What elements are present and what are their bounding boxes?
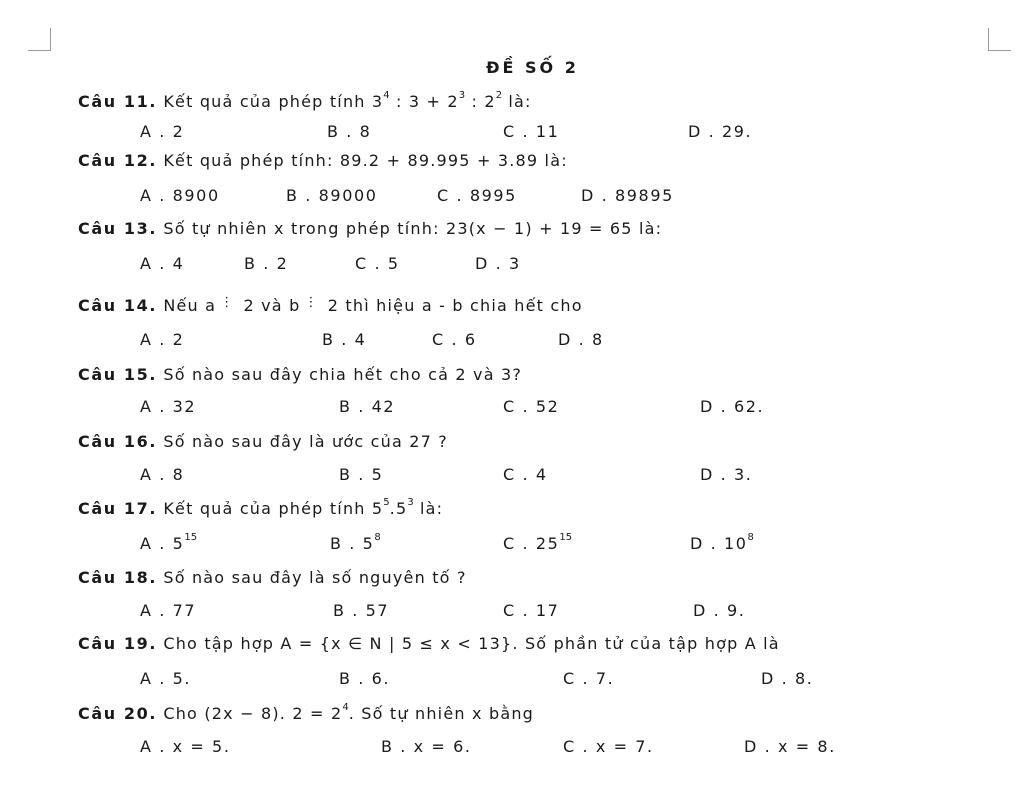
option-text: D . 3.	[700, 465, 753, 484]
option-c[interactable]	[563, 736, 654, 758]
option-a[interactable]	[140, 253, 184, 275]
option-b[interactable]	[333, 600, 389, 622]
option-d[interactable]	[690, 533, 754, 555]
option-text: A . 5.	[140, 669, 192, 688]
option-a[interactable]	[140, 668, 191, 690]
option-d[interactable]	[700, 464, 752, 486]
question-text: Số nào sau đây là ước của 27 ?	[157, 432, 448, 451]
option-c[interactable]	[432, 329, 477, 351]
option-d[interactable]	[700, 396, 764, 418]
option-c[interactable]	[503, 533, 572, 555]
option-text: C . 5	[355, 254, 400, 273]
question-label: Câu 17.	[78, 499, 158, 518]
option-text: B . 8	[327, 122, 372, 141]
option-text: B . 5	[330, 534, 375, 553]
exponent: 2	[495, 90, 503, 101]
question-text: Cho tập hợp A = {x ∈ N | 5 ≤ x < 13}. Số phần tử của tập hợp A là	[157, 634, 780, 653]
question-text: Cho (2x − 8). 2 = 2	[157, 704, 343, 723]
option-text: D . 9.	[693, 601, 746, 620]
question-label: Câu 20.	[78, 704, 158, 723]
question-label: Câu 19.	[78, 634, 158, 653]
question-label: Câu 16.	[78, 432, 158, 451]
exponent: 4	[342, 702, 349, 713]
question-14	[78, 295, 583, 319]
option-a[interactable]	[140, 600, 196, 622]
question-text: Kết quả phép tính: 89.2 + 89.995 + 3.89 là:	[157, 151, 568, 170]
option-c[interactable]	[503, 396, 559, 418]
option-text: C . 25	[503, 534, 560, 553]
option-a[interactable]	[140, 464, 184, 486]
option-text: A . x = 5.	[140, 737, 231, 756]
question-20	[78, 703, 534, 725]
option-b[interactable]	[327, 121, 371, 143]
option-c[interactable]	[503, 600, 559, 622]
option-d[interactable]	[581, 185, 674, 207]
option-text: C . 52	[503, 397, 560, 416]
option-text: A . 32	[140, 397, 197, 416]
question-15	[78, 364, 522, 386]
option-d[interactable]	[761, 668, 813, 690]
option-text: D . 62.	[700, 397, 765, 416]
crop-mark-top-left	[28, 28, 51, 51]
exponent: 3	[407, 497, 414, 508]
question-text: Số nào sau đây là số nguyên tố ?	[157, 568, 467, 587]
option-c[interactable]	[563, 668, 614, 690]
option-text: A . 4	[140, 254, 185, 273]
question-18	[78, 567, 467, 589]
option-c[interactable]	[503, 464, 548, 486]
option-c[interactable]	[355, 253, 400, 275]
option-text: A . 2	[140, 122, 185, 141]
question-text: là:	[413, 499, 444, 518]
option-text: C . x = 7.	[563, 737, 654, 756]
option-text: C . 7.	[563, 669, 615, 688]
option-d[interactable]	[744, 736, 836, 758]
option-a[interactable]	[140, 533, 197, 555]
option-text: D . 10	[690, 534, 748, 553]
question-label: Câu 18.	[78, 568, 158, 587]
option-text: D . 8.	[761, 669, 814, 688]
exam-title: ĐỀ SỐ 2	[486, 58, 579, 77]
divides-symbol: ⋮	[304, 295, 318, 310]
question-text: .5	[389, 499, 408, 518]
option-text: D . 29.	[688, 122, 753, 141]
option-a[interactable]	[140, 329, 184, 351]
question-13	[78, 218, 662, 240]
divides-symbol: ⋮	[220, 295, 234, 310]
option-text: A . 8	[140, 465, 185, 484]
exponent: 3	[458, 90, 466, 101]
option-text: A . 2	[140, 330, 185, 349]
option-a[interactable]	[140, 396, 196, 418]
option-b[interactable]	[330, 533, 381, 555]
option-b[interactable]	[339, 464, 383, 486]
crop-mark-top-right	[988, 28, 1011, 51]
option-text: A . 5	[140, 534, 185, 553]
question-label: Câu 13.	[78, 219, 158, 238]
question-12	[78, 150, 568, 172]
option-text: B . 89000	[286, 186, 378, 205]
question-label: Câu 15.	[78, 365, 158, 384]
option-text: B . 4	[322, 330, 367, 349]
option-text: D . x = 8.	[744, 737, 836, 756]
option-text: B . 2	[244, 254, 289, 273]
option-a[interactable]	[140, 121, 184, 143]
option-b[interactable]	[339, 396, 395, 418]
question-text: là:	[502, 92, 532, 111]
option-text: B . 5	[339, 465, 384, 484]
option-a[interactable]	[140, 185, 220, 207]
option-b[interactable]	[244, 253, 288, 275]
option-text: A . 8900	[140, 186, 220, 205]
question-text: Kết quả của phép tính 5	[157, 499, 384, 518]
question-text: 2 và b	[237, 296, 301, 315]
question-text: Nếu a	[157, 296, 217, 315]
option-b[interactable]	[322, 329, 366, 351]
option-a[interactable]	[140, 736, 231, 758]
exponent: 4	[383, 90, 390, 101]
exponent: 8	[374, 532, 381, 543]
question-text: . Số tự nhiên x bằng	[348, 704, 535, 723]
question-text: Số nào sau đây chia hết cho cả 2 và 3?	[157, 365, 523, 384]
option-text: C . 17	[503, 601, 560, 620]
exponent: 5	[383, 497, 390, 508]
question-text: : 3 + 2	[389, 92, 459, 111]
option-c[interactable]	[503, 121, 559, 143]
option-d[interactable]	[558, 329, 604, 351]
exponent: 15	[184, 532, 198, 543]
option-text: D . 3	[475, 254, 521, 273]
question-text: Kết quả của phép tính 3	[157, 92, 384, 111]
option-text: C . 11	[503, 122, 560, 141]
option-text: B . x = 6.	[381, 737, 472, 756]
question-text: Số tự nhiên x trong phép tính: 23(x − 1) + 19 = 65 là:	[157, 219, 663, 238]
option-b[interactable]	[286, 185, 378, 207]
question-19	[78, 633, 780, 655]
option-b[interactable]	[381, 736, 472, 758]
exponent: 8	[747, 532, 754, 543]
option-d[interactable]	[693, 600, 745, 622]
question-label: Câu 14.	[78, 296, 158, 315]
question-17	[78, 498, 443, 520]
question-16	[78, 431, 448, 453]
question-11	[78, 91, 532, 113]
option-text: B . 6.	[339, 669, 391, 688]
option-text: C . 8995	[437, 186, 517, 205]
option-d[interactable]	[475, 253, 521, 275]
question-text: 2 thì hiệu a - b chia hết cho	[321, 296, 583, 315]
option-text: C . 6	[432, 330, 477, 349]
question-text: : 2	[465, 92, 496, 111]
option-c[interactable]	[437, 185, 517, 207]
option-d[interactable]	[688, 121, 752, 143]
question-label: Câu 12.	[78, 151, 158, 170]
option-text: B . 42	[339, 397, 396, 416]
option-text: A . 77	[140, 601, 197, 620]
question-label: Câu 11.	[78, 92, 158, 111]
option-text: C . 4	[503, 465, 548, 484]
exponent: 15	[559, 532, 573, 543]
option-b[interactable]	[339, 668, 390, 690]
option-text: B . 57	[333, 601, 390, 620]
option-text: D . 8	[558, 330, 604, 349]
option-text: D . 89895	[581, 186, 674, 205]
